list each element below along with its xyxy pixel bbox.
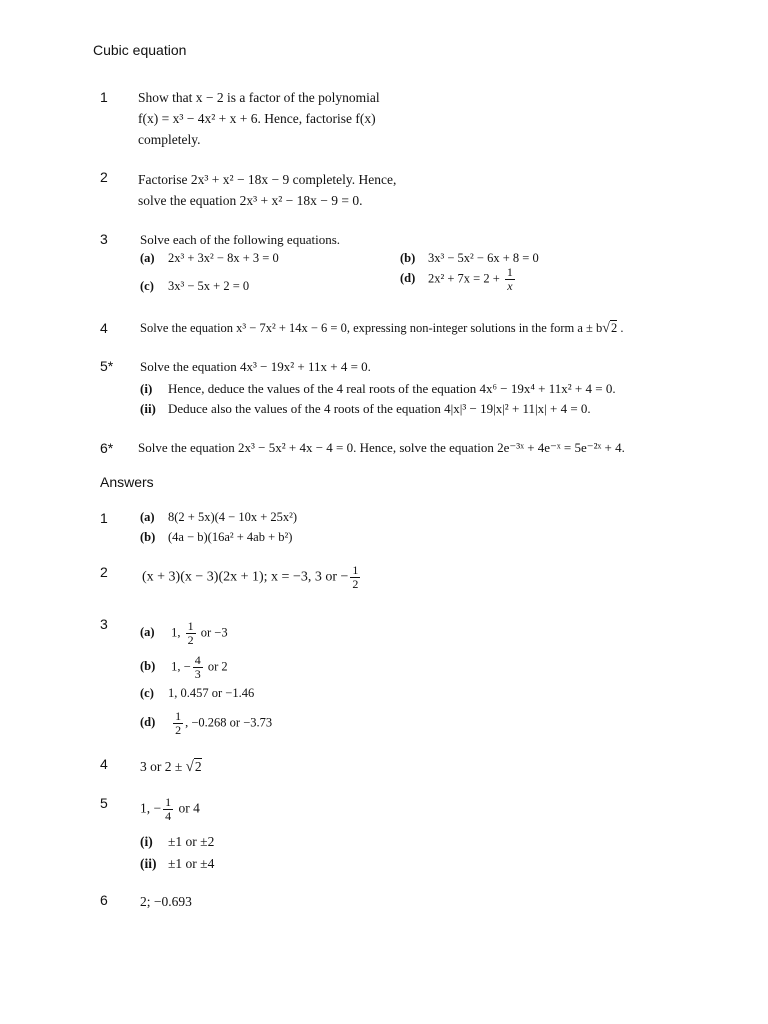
radicand: 2: [194, 759, 202, 774]
question-number: 1: [100, 89, 108, 105]
part-label: (d): [400, 271, 416, 286]
answer-number: 1: [100, 510, 108, 526]
question-part: [140, 248, 279, 269]
part-text: Deduce also the values of the 4 roots of the equation 4|x|³ − 19|x|² + 11|x| + 4 = 0.: [168, 401, 591, 416]
question-line: f(x) = x³ − 4x² + x + 6. Hence, factorise f(x): [138, 111, 376, 126]
question-line: Show that x − 2 is a factor of the polynomial: [138, 90, 380, 105]
part-text: 2x³ + 3x² − 8x + 3 = 0: [168, 251, 279, 265]
answer-part: (b) 1, − $\frac{4}{3}$ or 2: [140, 653, 228, 681]
part-label: (a): [140, 510, 155, 524]
answer-number: 2: [100, 564, 108, 580]
question-number: 6*: [100, 440, 114, 456]
part-label: (i): [140, 834, 153, 849]
part-text: Hence, deduce the values of the 4 real roots of the equation 4x⁶ − 19x⁴ + 11x² + 4 = 0.: [168, 381, 616, 396]
part-label: (d): [140, 715, 156, 730]
question-line: solve the equation 2x³ + x² − 18x − 9 = 0.: [138, 193, 363, 208]
answer-text: 3 or 2 ± √2: [140, 759, 202, 775]
question-line: Factorise 2x³ + x² − 18x − 9 completely. Hence,: [138, 172, 397, 187]
part-label: (b): [400, 251, 416, 265]
fraction: $\frac{1}{4}$: [165, 795, 172, 823]
question-number: 2: [100, 169, 108, 185]
part-label: (b): [140, 659, 156, 674]
radicand: 2: [610, 321, 618, 335]
answer-text: (x + 3)(x − 3)(2x + 1); x = −3, 3 or − $\frac{1}{2}$: [142, 563, 359, 591]
part-label: (a): [140, 251, 155, 265]
question-number: 5*: [100, 358, 114, 374]
question-line: completely.: [138, 132, 201, 147]
answer-number: 5: [100, 795, 108, 811]
answer-number: 6: [100, 892, 108, 908]
part-label: (b): [140, 530, 156, 544]
answer-text: 1, − $\frac{1}{4}$ or 4: [140, 795, 200, 823]
part-text: (4a − b)(16a² + 4ab + b²): [168, 530, 293, 544]
answers-heading: Answers: [100, 474, 154, 490]
answer-part: [140, 530, 292, 545]
part-text: 2x² + 7x = 2 +: [428, 271, 500, 286]
fraction: $\frac{1}{2}$: [187, 619, 194, 647]
answer-number: 3: [100, 616, 108, 632]
question-part: [140, 398, 591, 419]
question-part: [400, 266, 517, 293]
answer-number: 4: [100, 756, 108, 772]
question-text: Solve the equation 2x³ − 5x² + 4x − 4 = 0. Hence, solve the equation 2e⁻³ˣ + 4e⁻ˣ = 5e⁻²ˣ + 4.: [138, 440, 625, 455]
question-part: [140, 378, 616, 399]
fraction: $\frac{1}{2}$: [175, 709, 182, 737]
part-label: (c): [140, 279, 154, 293]
question-text: Solve the equation x³ − 7x² + 14x − 6 = 0, expressing non-integer solutions in the form a ± b√2 .: [140, 321, 624, 336]
question-number: 3: [100, 231, 108, 247]
question-text: Solve the equation 4x³ − 19x² + 11x + 4 = 0.: [140, 359, 371, 374]
part-text: 3x³ − 5x² − 6x + 8 = 0: [428, 251, 539, 265]
part-label: (i): [140, 381, 153, 396]
answer-part: (ii) ±1 or ±4: [140, 856, 215, 871]
part-label: (ii): [140, 401, 156, 416]
fraction: $\frac{4}{3}$: [194, 653, 201, 681]
part-text: 8(2 + 5x)(4 − 10x + 25x²): [168, 510, 298, 524]
fraction: $\frac{1}{2}$: [352, 563, 359, 591]
answer-part: [140, 510, 297, 525]
question-text: [138, 169, 396, 211]
answer-part: (i) ±1 or ±2: [140, 834, 215, 849]
part-label: (a): [140, 625, 155, 640]
question-text: [138, 87, 380, 150]
fraction: $\frac{1}{x}$: [506, 265, 513, 293]
part-text: 3x³ − 5x + 2 = 0: [168, 279, 250, 293]
question-part: [140, 276, 249, 297]
part-label: (ii): [140, 856, 157, 871]
answer-text: 2; −0.693: [140, 894, 192, 909]
question-intro: Solve each of the following equations.: [140, 232, 341, 247]
answer-part: (c) 1, 0.457 or −1.46: [140, 686, 255, 700]
page-title: Cubic equation: [93, 42, 187, 58]
question-number: 4: [100, 320, 108, 336]
part-label: (c): [140, 686, 154, 700]
answer-part: (a) 1, $\frac{1}{2}$ or −3: [140, 619, 228, 647]
answer-part: (d) $\frac{1}{2}$ , −0.268 or −3.73: [140, 709, 273, 737]
